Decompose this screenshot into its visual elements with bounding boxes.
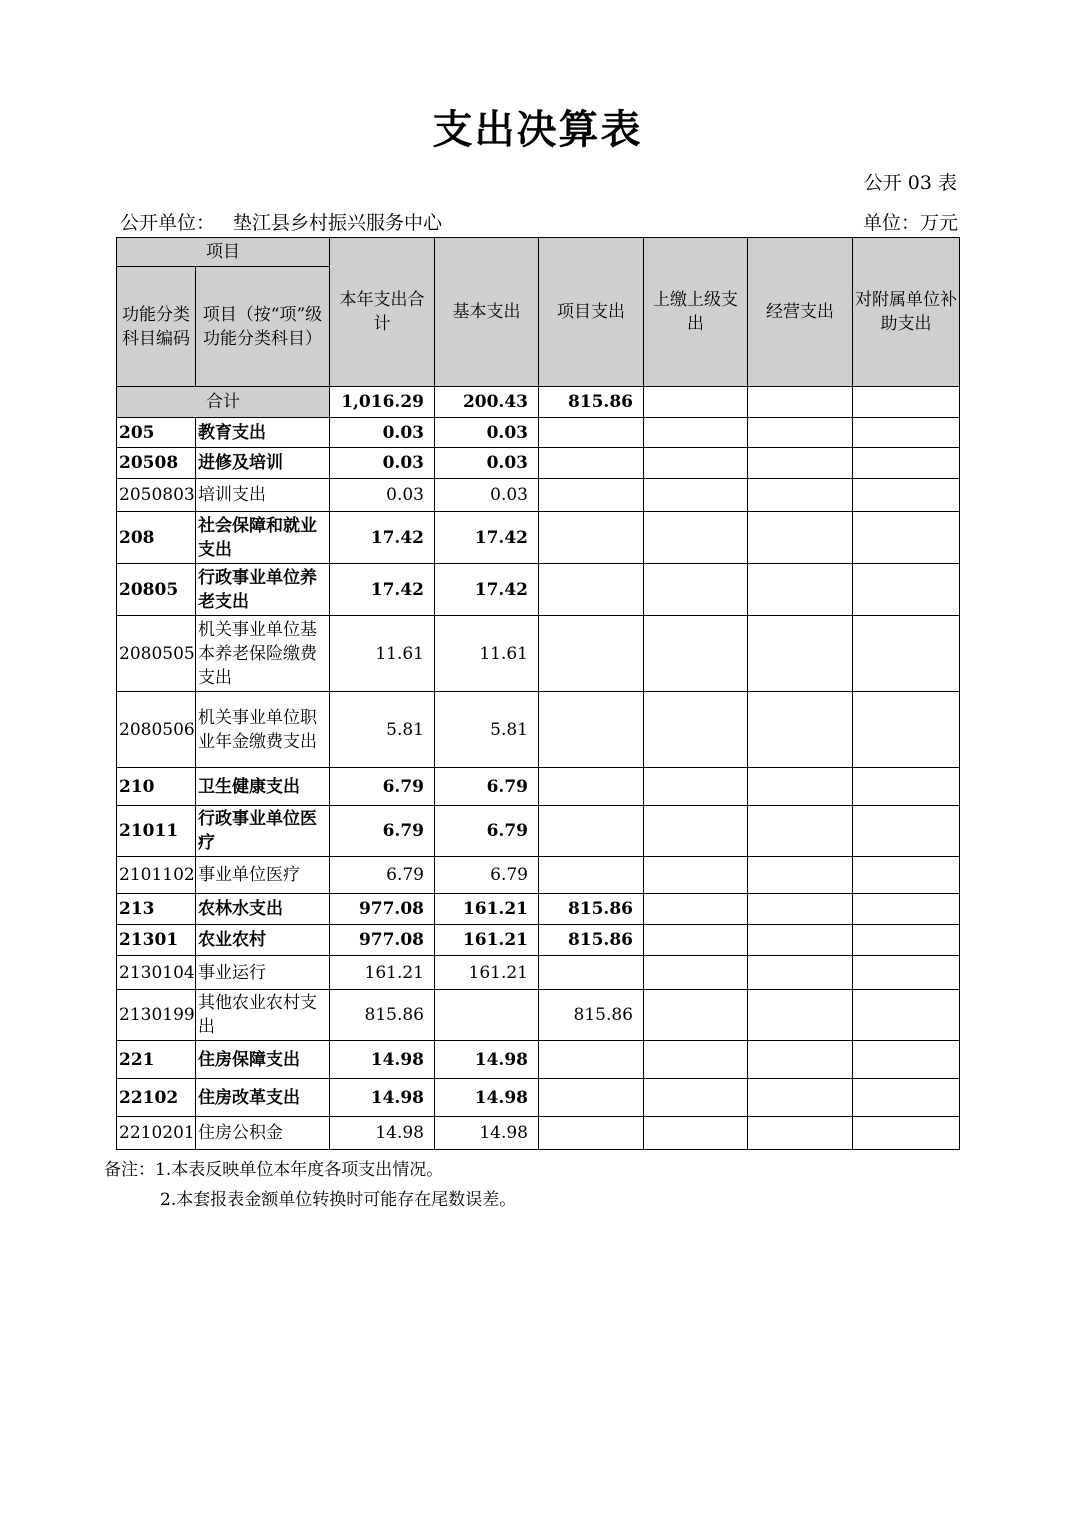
table-row: [117, 806, 960, 857]
table-row: [117, 1117, 960, 1150]
table-row: [117, 925, 960, 956]
expenditure-table: [116, 237, 960, 1150]
row-basic: 11.61: [435, 616, 539, 692]
row-upper: [644, 894, 748, 925]
total-upper: [644, 387, 748, 418]
total-subsidiary: [853, 387, 960, 418]
row-subsidiary: [853, 925, 960, 956]
total-row: [117, 387, 960, 418]
header-total: 本年支出合计: [330, 238, 435, 387]
row-total: 815.86: [330, 990, 435, 1041]
row-project: 815.86: [539, 990, 644, 1041]
row-basic: [435, 990, 539, 1041]
row-project: [539, 564, 644, 616]
row-basic: 14.98: [435, 1079, 539, 1117]
row-project: [539, 692, 644, 768]
row-project: 815.86: [539, 894, 644, 925]
row-total: 977.08: [330, 925, 435, 956]
row-business: [748, 1117, 853, 1150]
header-subsidiary: 对附属单位补助支出: [853, 238, 960, 387]
row-code: 210: [117, 768, 196, 806]
row-code: 2080506: [117, 692, 196, 768]
table-row: [117, 894, 960, 925]
row-business: [748, 448, 853, 479]
row-business: [748, 512, 853, 564]
row-subsidiary: [853, 448, 960, 479]
row-subsidiary: [853, 692, 960, 768]
row-subsidiary: [853, 1117, 960, 1150]
total-sum: 1,016.29: [330, 387, 435, 418]
row-subsidiary: [853, 1079, 960, 1117]
table-row: [117, 1041, 960, 1079]
row-project: [539, 806, 644, 857]
row-upper: [644, 418, 748, 448]
row-name: 行政事业单位医疗: [196, 806, 330, 857]
row-total: 0.03: [330, 448, 435, 479]
row-project: [539, 1041, 644, 1079]
row-total: 14.98: [330, 1041, 435, 1079]
row-total: 6.79: [330, 806, 435, 857]
row-business: [748, 768, 853, 806]
row-total: 977.08: [330, 894, 435, 925]
header-upper: 上缴上级支出: [644, 238, 748, 387]
table-row: [117, 768, 960, 806]
row-project: [539, 956, 644, 990]
row-business: [748, 418, 853, 448]
table-row: [117, 448, 960, 479]
row-code: 22102: [117, 1079, 196, 1117]
total-business: [748, 387, 853, 418]
unit-info: [120, 210, 442, 236]
row-name: 农林水支出: [196, 894, 330, 925]
row-business: [748, 857, 853, 894]
table-row: [117, 1079, 960, 1117]
unit-name: 垫江县乡村振兴服务中心: [233, 212, 443, 234]
row-basic: 17.42: [435, 512, 539, 564]
row-project: [539, 1117, 644, 1150]
row-name: 农业农村: [196, 925, 330, 956]
table-row: [117, 418, 960, 448]
row-basic: 161.21: [435, 956, 539, 990]
row-code: 205: [117, 418, 196, 448]
row-total: 14.98: [330, 1117, 435, 1150]
row-upper: [644, 768, 748, 806]
total-label: 合计: [117, 387, 330, 418]
note-2: 2.本套报表金额单位转换时可能存在尾数误差。: [160, 1190, 517, 1210]
row-code: 2210201: [117, 1117, 196, 1150]
table-row: [117, 857, 960, 894]
row-total: 14.98: [330, 1079, 435, 1117]
row-total: 0.03: [330, 479, 435, 512]
row-business: [748, 990, 853, 1041]
row-business: [748, 925, 853, 956]
header-business: 经营支出: [748, 238, 853, 387]
row-upper: [644, 806, 748, 857]
row-name: 住房改革支出: [196, 1079, 330, 1117]
unit-label: 公开单位：: [120, 212, 216, 234]
row-name: 事业运行: [196, 956, 330, 990]
row-subsidiary: [853, 857, 960, 894]
row-name: 教育支出: [196, 418, 330, 448]
row-business: [748, 806, 853, 857]
table-row: [117, 990, 960, 1041]
row-project: [539, 479, 644, 512]
table-row: [117, 512, 960, 564]
row-subsidiary: [853, 418, 960, 448]
row-name: 机关事业单位职业年金缴费支出: [196, 692, 330, 768]
row-code: 2130199: [117, 990, 196, 1041]
row-basic: 6.79: [435, 806, 539, 857]
row-name: 机关事业单位基本养老保险缴费支出: [196, 616, 330, 692]
row-subsidiary: [853, 894, 960, 925]
row-subsidiary: [853, 616, 960, 692]
row-business: [748, 564, 853, 616]
row-basic: 161.21: [435, 925, 539, 956]
row-code: 21301: [117, 925, 196, 956]
row-upper: [644, 857, 748, 894]
row-basic: 5.81: [435, 692, 539, 768]
row-upper: [644, 616, 748, 692]
note-1: 备注：1.本表反映单位本年度各项支出情况。: [104, 1160, 444, 1180]
row-upper: [644, 1041, 748, 1079]
row-basic: 0.03: [435, 418, 539, 448]
row-upper: [644, 925, 748, 956]
row-code: 221: [117, 1041, 196, 1079]
row-name: 卫生健康支出: [196, 768, 330, 806]
row-upper: [644, 1079, 748, 1117]
row-subsidiary: [853, 768, 960, 806]
table-row: [117, 564, 960, 616]
row-total: 11.61: [330, 616, 435, 692]
header-code: 功能分类科目编码: [117, 267, 196, 387]
header-project-exp: 项目支出: [539, 238, 644, 387]
row-business: [748, 692, 853, 768]
row-project: [539, 857, 644, 894]
row-code: 2130104: [117, 956, 196, 990]
table-row: [117, 616, 960, 692]
table-row: [117, 479, 960, 512]
notes: [104, 1155, 516, 1215]
row-business: [748, 956, 853, 990]
row-basic: 14.98: [435, 1117, 539, 1150]
row-total: 5.81: [330, 692, 435, 768]
row-basic: 161.21: [435, 894, 539, 925]
row-total: 161.21: [330, 956, 435, 990]
row-project: 815.86: [539, 925, 644, 956]
header-name: 项目（按“项”级功能分类科目）: [196, 267, 330, 387]
page-title: 支出决算表: [432, 106, 643, 153]
row-upper: [644, 990, 748, 1041]
row-name: 培训支出: [196, 479, 330, 512]
row-name: 住房保障支出: [196, 1041, 330, 1079]
header-basic: 基本支出: [435, 238, 539, 387]
currency-unit: 单位：万元: [862, 212, 958, 234]
row-project: [539, 512, 644, 564]
form-number: 公开 03 表: [863, 172, 957, 194]
row-project: [539, 448, 644, 479]
row-code: 213: [117, 894, 196, 925]
row-code: 21011: [117, 806, 196, 857]
row-total: 17.42: [330, 512, 435, 564]
header-project: 项目: [117, 238, 330, 267]
row-upper: [644, 956, 748, 990]
total-basic: 200.43: [435, 387, 539, 418]
row-subsidiary: [853, 1041, 960, 1079]
row-name: 行政事业单位养老支出: [196, 564, 330, 616]
row-name: 住房公积金: [196, 1117, 330, 1150]
row-upper: [644, 692, 748, 768]
row-name: 其他农业农村支出: [196, 990, 330, 1041]
row-subsidiary: [853, 512, 960, 564]
row-business: [748, 616, 853, 692]
row-upper: [644, 1117, 748, 1150]
row-basic: 14.98: [435, 1041, 539, 1079]
row-code: 208: [117, 512, 196, 564]
row-code: 2050803: [117, 479, 196, 512]
row-basic: 6.79: [435, 768, 539, 806]
row-subsidiary: [853, 956, 960, 990]
row-upper: [644, 479, 748, 512]
row-basic: 17.42: [435, 564, 539, 616]
row-subsidiary: [853, 479, 960, 512]
total-project: 815.86: [539, 387, 644, 418]
table-row: [117, 956, 960, 990]
row-basic: 0.03: [435, 448, 539, 479]
row-code: 20805: [117, 564, 196, 616]
row-basic: 6.79: [435, 857, 539, 894]
row-total: 6.79: [330, 857, 435, 894]
row-name: 事业单位医疗: [196, 857, 330, 894]
unit-line: [120, 210, 958, 236]
row-subsidiary: [853, 990, 960, 1041]
row-upper: [644, 564, 748, 616]
row-business: [748, 1041, 853, 1079]
row-business: [748, 1079, 853, 1117]
row-project: [539, 1079, 644, 1117]
row-code: 2101102: [117, 857, 196, 894]
row-subsidiary: [853, 564, 960, 616]
row-subsidiary: [853, 806, 960, 857]
row-total: 6.79: [330, 768, 435, 806]
row-basic: 0.03: [435, 479, 539, 512]
row-upper: [644, 512, 748, 564]
row-name: 进修及培训: [196, 448, 330, 479]
row-project: [539, 616, 644, 692]
row-total: 0.03: [330, 418, 435, 448]
row-project: [539, 418, 644, 448]
row-code: 2080505: [117, 616, 196, 692]
row-business: [748, 479, 853, 512]
row-total: 17.42: [330, 564, 435, 616]
row-code: 20508: [117, 448, 196, 479]
row-business: [748, 894, 853, 925]
row-project: [539, 768, 644, 806]
row-upper: [644, 448, 748, 479]
row-name: 社会保障和就业支出: [196, 512, 330, 564]
table-row: [117, 692, 960, 768]
